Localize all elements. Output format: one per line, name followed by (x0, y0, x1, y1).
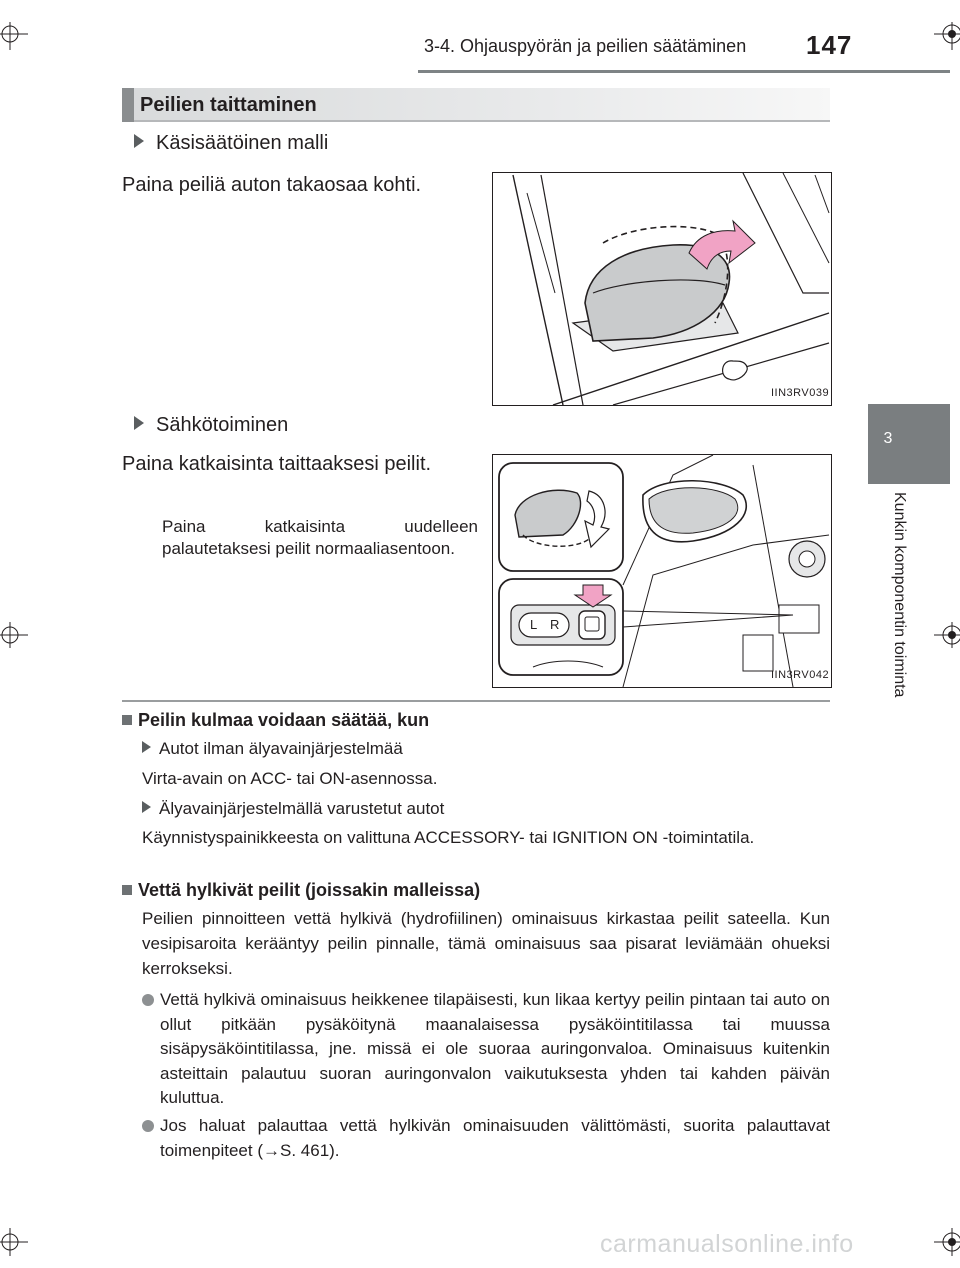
angle-note-heading (122, 708, 429, 732)
section-title: Peilien taittaminen (140, 94, 317, 116)
crop-mark-bottom-left (0, 1226, 30, 1256)
crop-mark-mid-right (932, 620, 960, 650)
water-bullet-2 (142, 1114, 830, 1163)
section-divider (122, 700, 830, 702)
electric-mirror-illustration (493, 455, 831, 687)
water-note-heading (122, 878, 480, 902)
manual-mirror-illustration (493, 173, 831, 405)
crop-mark-bottom-right (932, 1226, 960, 1256)
triangle-bullet-icon (142, 741, 151, 753)
triangle-bullet-icon (142, 801, 151, 813)
square-bullet-icon (122, 715, 132, 725)
switch-label-left: L (530, 617, 538, 632)
header-rule (418, 70, 950, 73)
chapter-tab-number: 3 (883, 430, 893, 447)
water-bullet-2-text: Jos haluat palauttaa vettä hylkivän ominaisuuden välittömästi, suorita palauttavat toimenpiteet (→S. 461). (160, 1116, 830, 1160)
electric-figure-code: IIN3RV042 (771, 669, 830, 681)
page-number: 147 (806, 30, 853, 60)
triangle-bullet-icon (134, 416, 144, 430)
water-bullet-1-text: Vettä hylkivä ominaisuus heikkenee tilapäisesti, kun likaa kertyy peilin pintaan tai auto on ollut pitkään pysäköitynä maanalaisessa pysäköintitilassa tai muussa sisäpysäköintitilassa, jne. missä ei ole suoraa auringonvaloa. Ominaisuus kuitenkin asteittain palautuu suoran auringonvalon vaikutuksesta yhden tai kahden päivän kuluttua. (160, 990, 830, 1107)
angle-case1-label (142, 736, 403, 761)
switch-label-right: R (550, 617, 560, 632)
electric-note: Paina katkaisinta uudelleen palautetaksesi peilit normaaliasentoon. (162, 517, 478, 558)
section-header-bar (122, 88, 134, 122)
crop-mark-top-right (932, 22, 960, 52)
triangle-bullet-icon (134, 134, 144, 148)
water-bullet-1 (142, 988, 830, 1111)
angle-case2-label-text: Älyavainjärjestelmällä varustetut autot (159, 799, 445, 818)
manual-instruction: Paina peiliä auton takaosaa kohti. (122, 174, 422, 196)
footer-watermark: carmanualsonline.info (600, 1230, 854, 1258)
angle-case2-text: Käynnistyspainikkeesta on valittuna ACCESSORY- tai IGNITION ON -toimintatila. (142, 828, 755, 847)
square-bullet-icon (122, 885, 132, 895)
running-header-title: 3-4. Ohjauspyörän ja peilien säätäminen (424, 36, 747, 56)
manual-heading (134, 128, 328, 158)
angle-case2-label (142, 796, 444, 821)
circle-bullet-icon (142, 1120, 154, 1132)
electric-instruction: Paina katkaisinta taittaaksesi peilit. (122, 453, 432, 475)
angle-case1-text: Virta-avain on ACC- tai ON-asennossa. (142, 769, 438, 788)
electric-heading-text: Sähkötoiminen (156, 414, 289, 436)
water-note-heading-text: Vettä hylkivät peilit (joissakin malleissa) (138, 880, 481, 900)
crop-mark-mid-left (0, 620, 30, 650)
crop-mark-top-left (0, 22, 30, 52)
water-note-text: Peilien pinnoitteen vettä hylkivä (hydrofiilinen) ominaisuus kirkastaa peilit sateella. Kun vesipisaroita kerääntyy peilin pinnalle, tämä ominaisuus saa pisarat leviämään ohueksi kerrokseksi. (142, 909, 830, 978)
angle-case1-label-text: Autot ilman älyavainjärjestelmää (159, 739, 403, 758)
manual-heading-text: Käsisäätöinen malli (156, 132, 329, 154)
electric-mirror-figure (492, 454, 832, 688)
angle-note-heading-text: Peilin kulmaa voidaan säätää, kun (138, 710, 430, 730)
chapter-tab-title: Kunkin komponentin toiminta (891, 492, 908, 698)
manual-mirror-figure (492, 172, 832, 406)
manual-figure-code: IIN3RV039 (771, 387, 830, 399)
electric-heading (134, 410, 288, 440)
circle-bullet-icon (142, 994, 154, 1006)
